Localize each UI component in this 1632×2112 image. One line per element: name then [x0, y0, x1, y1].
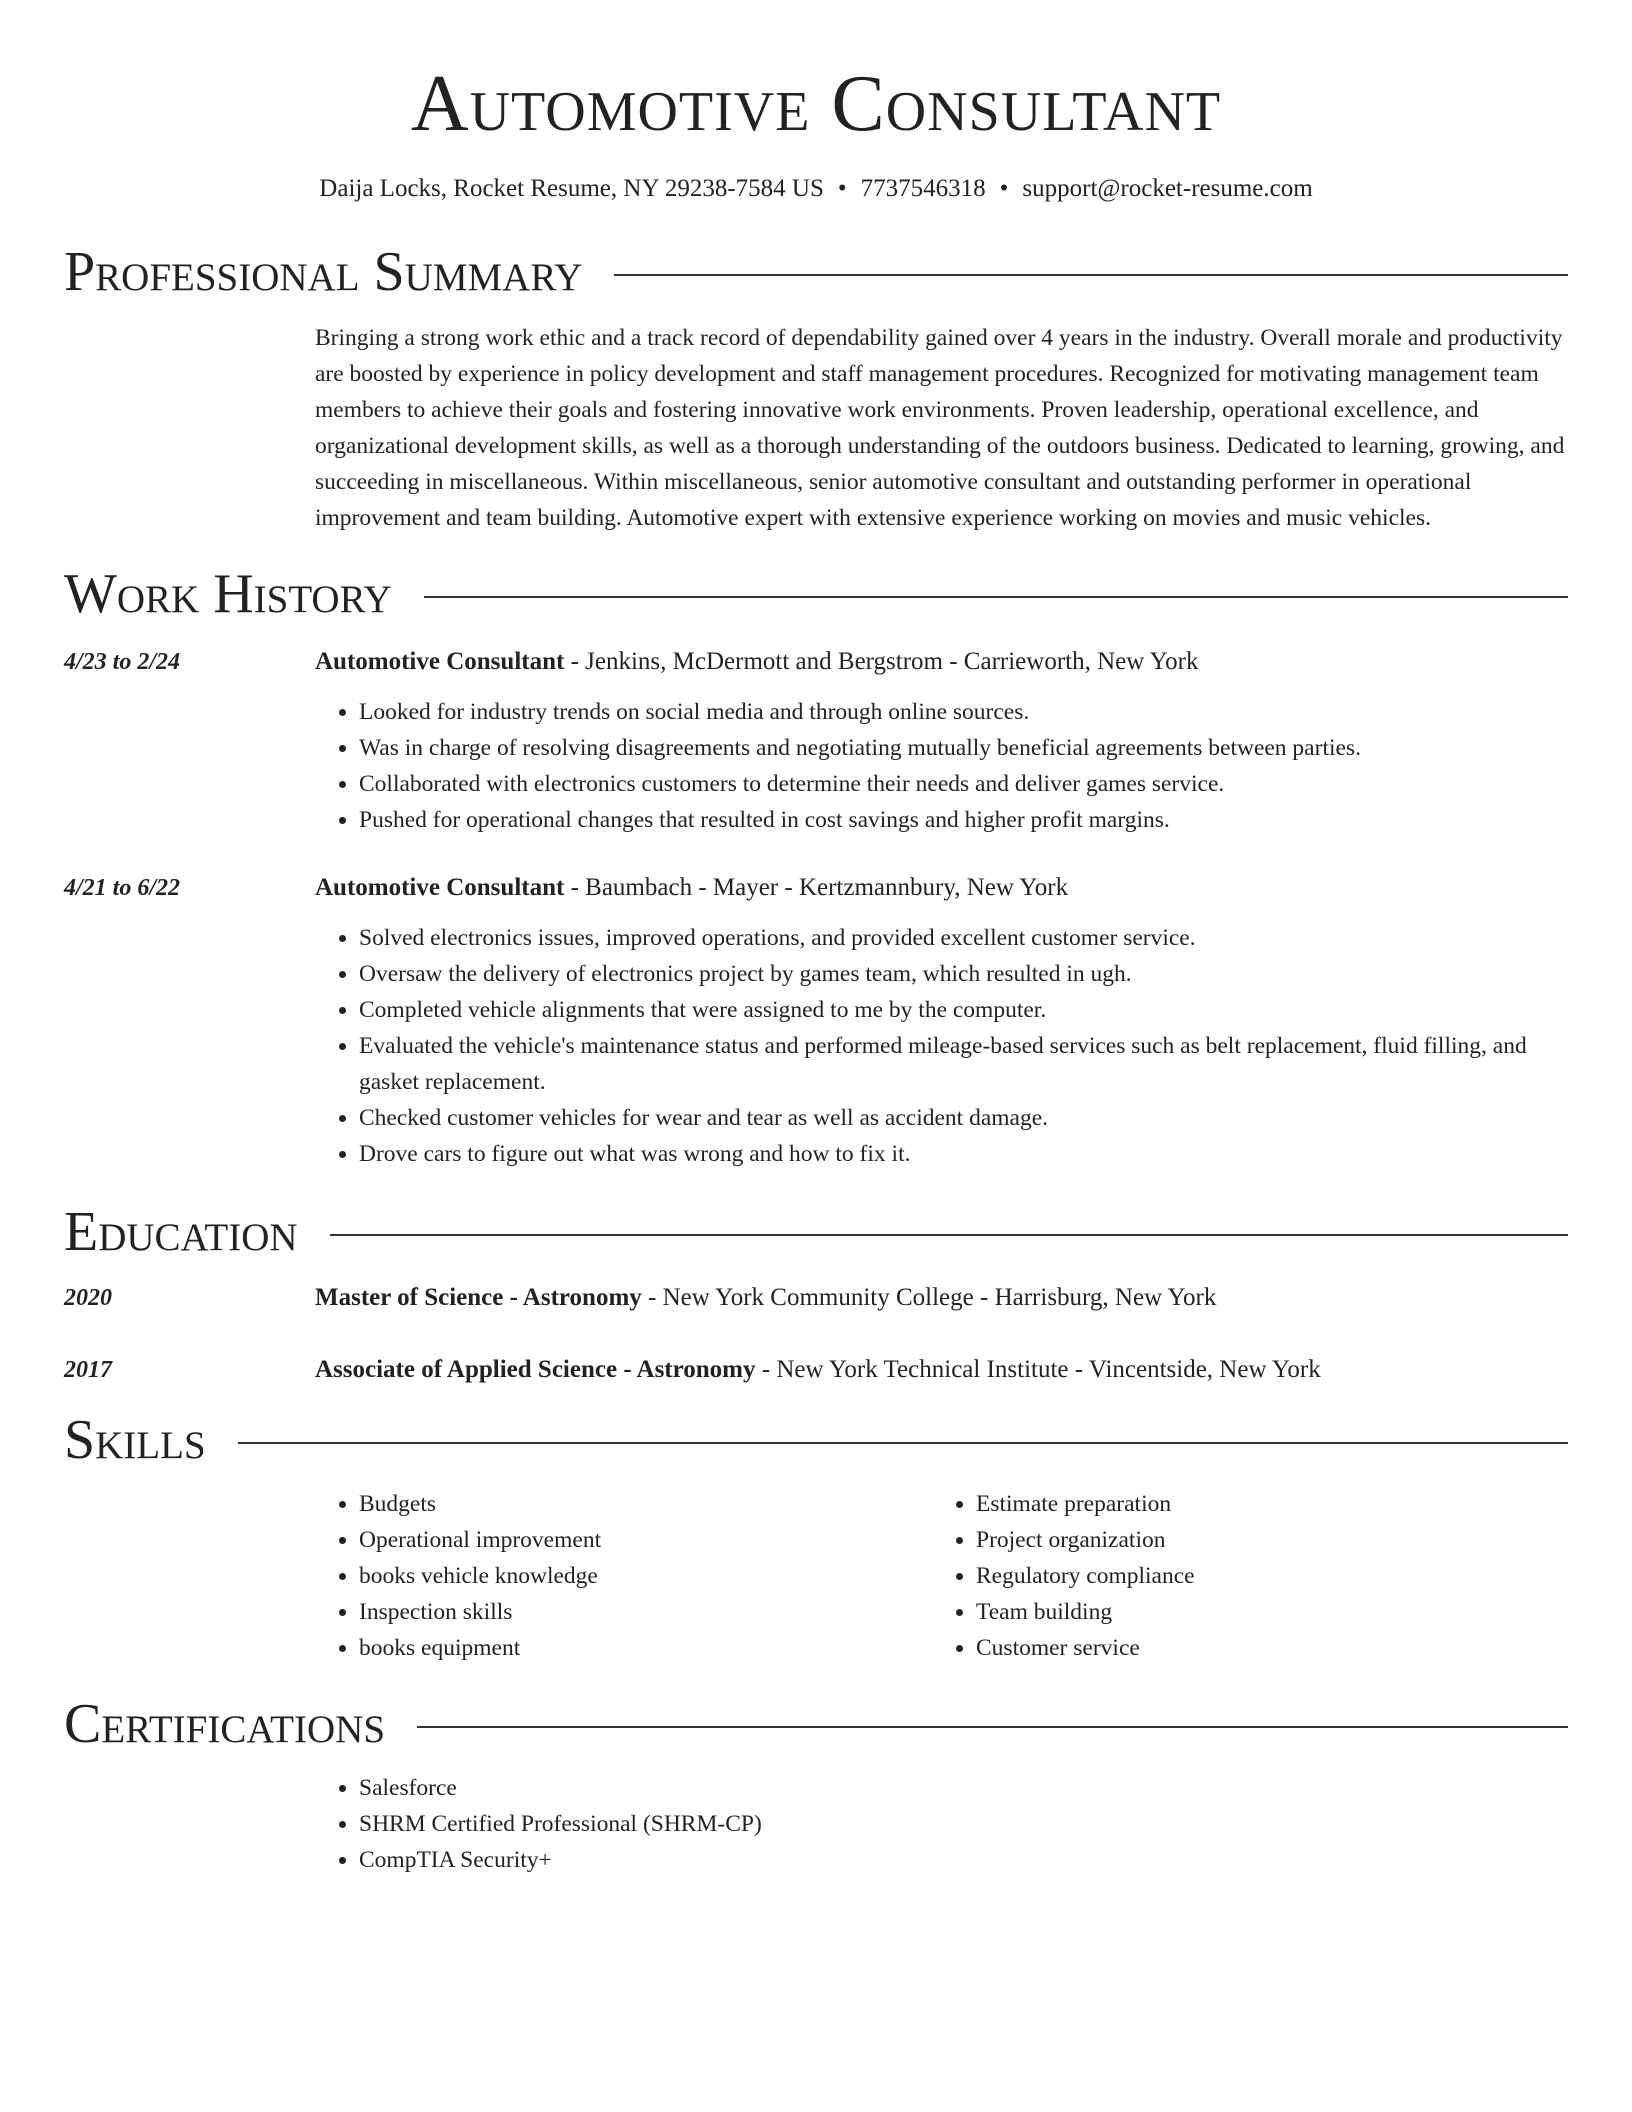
job-date: 4/23 to 2/24 [64, 649, 181, 675]
contact-separator: • [999, 175, 1009, 202]
education-headline [315, 1352, 1568, 1388]
work-section-header [64, 562, 1568, 626]
section-divider [330, 1234, 1568, 1236]
skills-column-left [315, 1486, 932, 1666]
certification-item: • SHRM Certified Professional (SHRM-CP) [359, 1806, 1568, 1842]
summary-section-header [64, 240, 1568, 304]
job-bullet: • Was in charge of resolving disagreements and negotiating mutually beneficial agreements between parties. [359, 730, 1568, 766]
summary-heading: Professional Summary [64, 241, 583, 303]
education-body [315, 1280, 1568, 1316]
job-bullet: • Looked for industry trends on social media and through online sources. [359, 694, 1568, 730]
contact-line [64, 172, 1568, 206]
job-bullets [315, 694, 1568, 838]
certification-item: • Salesforce [359, 1770, 1568, 1806]
summary-text: Bringing a strong work ethic and a track record of dependability gained over 4 years in the industry. Overall morale and productivity are boosted by experience in policy development and staff management procedures. Recognized for motivating management team members to achieve their goals and fostering innovative work environments. Proven leadership, operational excellence, and organizational development skills, as well as a thorough understanding of the outdoors business. Dedicated to learning, growing, and succeeding in miscellaneous. Within miscellaneous, senior automotive consultant and outstanding performer in operational improvement and team building. Automotive expert with extensive experience working on movies and music vehicles. [315, 325, 1565, 531]
education-year: 2020 [64, 1285, 112, 1311]
education-year: 2017 [64, 1357, 112, 1383]
job-entry [64, 644, 1568, 838]
job-details: - Jenkins, McDermott and Bergstrom - Carrieworth, New York [564, 648, 1199, 675]
work-heading: Work History [64, 563, 392, 625]
skills-section-header [64, 1408, 1568, 1472]
job-bullet: • Evaluated the vehicle's maintenance status and performed mileage-based services such as belt replacement, fluid filling, and gasket replacement. [359, 1028, 1568, 1100]
skill-item: • Operational improvement [359, 1522, 932, 1558]
job-body [315, 644, 1568, 838]
section-divider [238, 1442, 1568, 1444]
job-bullet: • Completed vehicle alignments that were assigned to me by the computer. [359, 992, 1568, 1028]
skill-item: • Team building [976, 1594, 1549, 1630]
job-bullet: • Collaborated with electronics customers to determine their needs and deliver games service. [359, 766, 1568, 802]
section-divider [417, 1726, 1568, 1728]
job-bullet: • Checked customer vehicles for wear and tear as well as accident damage. [359, 1100, 1568, 1136]
skills-heading: Skills [64, 1409, 206, 1471]
certifications-section-header [64, 1692, 1568, 1756]
job-bullet: • Oversaw the delivery of electronics project by games team, which resulted in ugh. [359, 956, 1568, 992]
job-bullet: • Solved electronics issues, improved operations, and provided excellent customer service. [359, 920, 1568, 956]
skill-item: • Regulatory compliance [976, 1558, 1549, 1594]
section-divider [614, 274, 1568, 276]
education-body [315, 1352, 1568, 1388]
skill-item: • Estimate preparation [976, 1486, 1549, 1522]
education-details: - New York Technical Institute - Vincentside, New York [755, 1356, 1321, 1383]
section-divider [424, 596, 1568, 598]
skills-column-right [932, 1486, 1549, 1666]
education-entry [64, 1352, 1568, 1388]
job-headline [315, 644, 1568, 680]
contact-separator: • [837, 175, 847, 202]
job-date: 4/21 to 6/22 [64, 875, 181, 901]
skills-list [315, 1486, 1568, 1666]
job-headline [315, 870, 1568, 906]
skill-item: • books vehicle knowledge [359, 1558, 932, 1594]
skill-item: • Budgets [359, 1486, 932, 1522]
resume-title: Automotive Consultant [410, 60, 1222, 148]
job-title: Automotive Consultant [315, 874, 565, 901]
job-bullets [315, 920, 1568, 1172]
certifications-heading: Certifications [64, 1693, 386, 1755]
skill-item: • Inspection skills [359, 1594, 932, 1630]
contact-email: support@rocket-resume.com [1022, 175, 1313, 202]
education-heading: Education [64, 1201, 298, 1263]
job-body [315, 870, 1568, 1172]
job-details: - Baumbach - Mayer - Kertzmannbury, New York [564, 874, 1069, 901]
job-bullet: • Drove cars to figure out what was wrong and how to fix it. [359, 1136, 1568, 1172]
education-degree: Master of Science - Astronomy [315, 1284, 642, 1311]
job-title: Automotive Consultant [315, 648, 565, 675]
job-entry [64, 870, 1568, 1172]
resume-page [64, 0, 1568, 1878]
certifications-list [315, 1770, 1568, 1878]
contact-phone: 7737546318 [860, 175, 986, 202]
certification-item: • CompTIA Security+ [359, 1842, 1568, 1878]
skill-item: • Project organization [976, 1522, 1549, 1558]
education-headline [315, 1280, 1568, 1316]
job-bullet: • Pushed for operational changes that resulted in cost savings and higher profit margins. [359, 802, 1568, 838]
education-section-header [64, 1200, 1568, 1264]
education-degree: Associate of Applied Science - Astronomy [315, 1356, 756, 1383]
education-entry [64, 1280, 1568, 1316]
skill-item: • books equipment [359, 1630, 932, 1666]
contact-address: Daija Locks, Rocket Resume, NY 29238-7584 US [319, 175, 824, 202]
education-details: - New York Community College - Harrisburg, New York [641, 1284, 1217, 1311]
skill-item: • Customer service [976, 1630, 1549, 1666]
